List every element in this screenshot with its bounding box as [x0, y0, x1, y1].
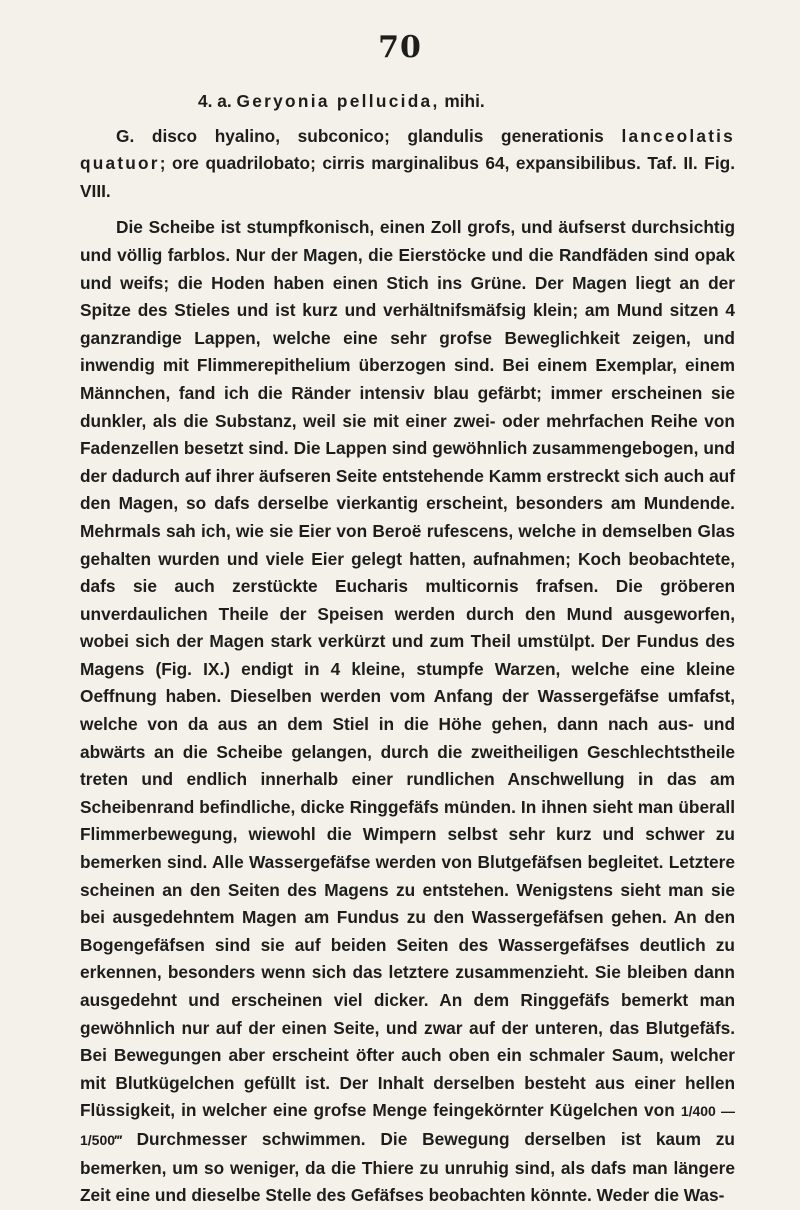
body-text-end: Durchmesser schwimmen. Die Bewegung derselben ist kaum zu bemerken, um so weniger, da die Thiere zu unruhig sind, als dafs man längere Zeit eine und dieselbe Stelle des Gefäfses beobachten könnte. Weder die Was-: [80, 1128, 735, 1206]
heading-number: 4. a.: [198, 91, 232, 111]
diagnosis-end: ; ore quadrilobato; cirris marginalibus 64, expansibilibus. Taf. II. Fig. VIII.: [80, 153, 735, 201]
species-name: Geryonia pellucida,: [236, 91, 440, 111]
diagnosis-start: G. disco hyalino, subconico; glandulis generationis: [116, 125, 622, 146]
body-paragraph: [80, 214, 735, 1209]
page-number: 70: [378, 30, 422, 65]
body-text: Die Scheibe ist stumpfkonisch, einen Zoll grofs, und äufserst durchsichtig und völlig farblos. Nur der Magen, die Eierstöcke und die Randfäden sind opak und weifs; die Hoden haben einen Stich ins Grüne. Der Magen liegt an der Spitze des Stieles und ist kurz und verhältnifsmäfsig klein; am Mund sitzen 4 ganzrandige Lappen, welche eine sehr grofse Beweglichkeit zeigen, und inwendig mit Flimmerepithelium überzogen sind. Bei einem Exemplar, einem Männchen, fand ich die Ränder intensiv blau gefärbt; immer erscheinen sie dunkler, als die Substanz, weil sie mit einer zwei- oder mehrfachen Reihe von Fadenzellen besetzt sind. Die Lappen sind gewöhnlich zusammengebogen, und der dadurch auf ihrer äufseren Seite entstehende Kamm erstreckt sich auch auf den Magen, so dafs derselbe vierkantig erscheint, besonders am Mundende. Mehrmals sah ich, wie sie Eier von Beroë rufescens, welche in demselben Glas gehalten wurden und viele Eier gelegt hatten, aufnahmen; Koch beobachtete, dafs sie auch zerstückte Eucharis multicornis frafsen. Die gröberen unverdaulichen Theile der Speisen werden durch den Mund ausgeworfen, wobei sich der Magen stark verkürzt und zum Theil umstülpt. Der Fundus des Magens (Fig. IX.) endigt in 4 kleine, stumpfe Warzen, welche eine kleine Oeffnung haben. Dieselben werden vom Anfang der Wassergefäfse umfafst, welche von da aus an dem Stiel in die Höhe gehen, dann nach aus- und abwärts an die Scheibe gelangen, durch die zweitheiligen Geschlechtstheile treten und endlich innerhalb einer rundlichen Anschwellung in das am Scheibenrand befindliche, dicke Ringgefäfs münden. In ihnen sieht man überall Flimmerbewegung, wiewohl die Wimpern selbst sehr kurz und schwer zu bemerken sind. Alle Wassergefäfse werden von Blutgefäfsen begleitet. Letztere scheinen an den Seiten des Magens zu entstehen. Wenigstens sieht man sie bei ausgedehntem Magen am Fundus zu den Wassergefäfsen gehen. An den Bogengefäfsen sind sie auf beiden Seiten des Wassergefäfses deutlich zu erkennen, besonders wenn sich das letztere zusammenzieht. Sie bleiben dann ausgedehnt und erscheinen viel dicker. An dem Ringgefäfs bemerkt man gewöhnlich nur auf der einen Seite, und zwar auf der unteren, das Blutgefäfs. Bei Bewegungen aber erscheint öfter auch oben ein schmaler Saum, welcher mit Blutkügelchen gefüllt ist. Der Inhalt derselben besteht aus einer hellen Flüssigkeit, in welcher eine grofse Menge feingekörnter Kügelchen von: [80, 217, 735, 1121]
text-block: [80, 88, 735, 1210]
species-heading: [80, 88, 735, 116]
species-author: mihi.: [444, 91, 485, 111]
diagnosis-spaced-term: lanceolatis quatuor: [80, 125, 735, 174]
diameter-fraction: 1/400 — 1/500‴: [80, 1103, 735, 1148]
species-diagnosis: [80, 123, 735, 206]
